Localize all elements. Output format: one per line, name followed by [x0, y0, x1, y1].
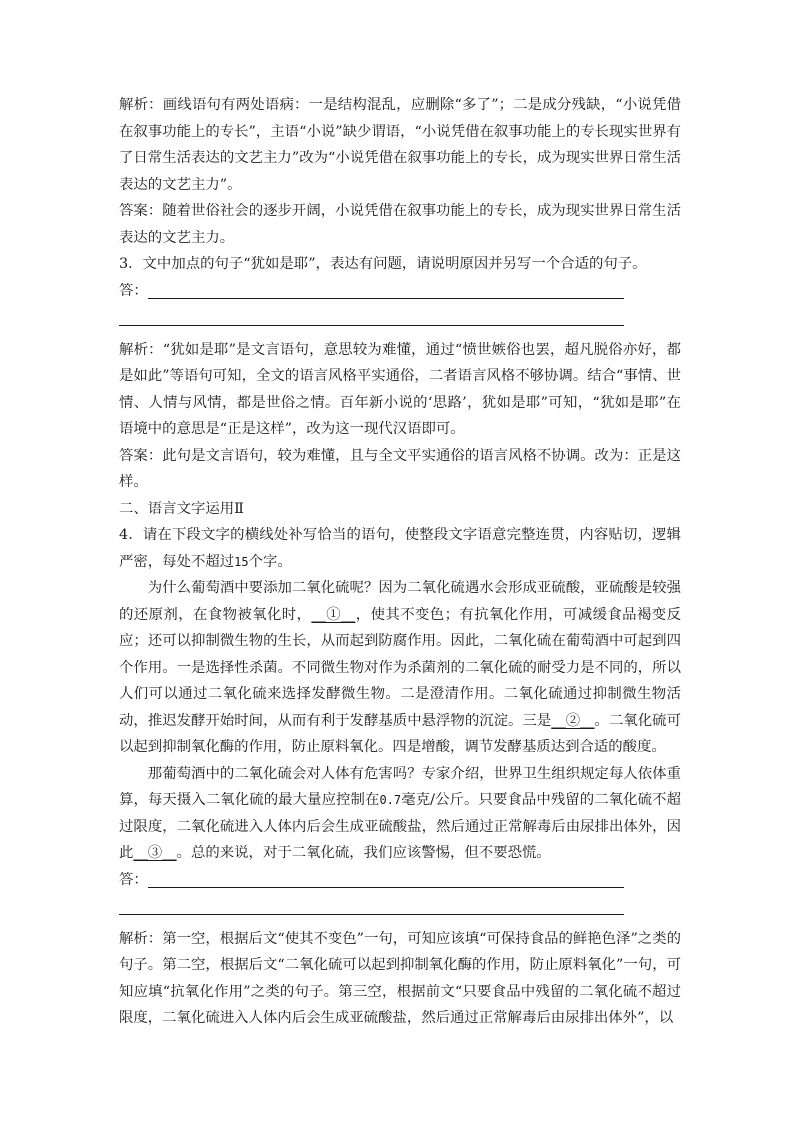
q2-analysis [119, 92, 681, 198]
answer-label: 答案： [119, 203, 163, 219]
document-page [119, 92, 681, 1032]
passage-text: 那葡萄酒中的二氧化硫会对人体有危害吗？专家介绍，世界卫生组织规定每人依体重算，每天摄入二氧化硫的最大量应控制在 [119, 765, 681, 808]
passage-text: 毫克/公斤。只要食品中残留的二氧化硫不超过限度，二氧化硫进入人体内后会生成亚硫酸盐，然后通过正常解毒后由尿排出体外，因此 [119, 792, 681, 861]
passage-text: ，使其不变色；有抗氧化作用，可减缓食品褐变反应；还可以抑制微生物的生长，从而起到防腐作用。因此，二氧化硫在葡萄酒中可起到四个作用。一是选择性杀菌。不同微生物对作为杀菌剂的二氧化硫的耐受力是不同的，所以人们可以通过二氧化硫来选择发酵微生物。二是澄清作用。二氧化硫通过抑制微生物活动，推迟发酵开始时间，从而有利于发酵基质中悬浮物的沉淀。三是 [119, 606, 681, 729]
passage-text: 为什么葡萄酒中要添加二氧化硫呢？因为二氧化硫遇水会形成亚硫酸，亚硫酸是较强的还原剂，在食物被氧化时， [119, 580, 681, 623]
passage-paragraph-1 [119, 575, 681, 761]
blank-3[interactable]: __③__ [133, 845, 177, 861]
answer-underline [119, 914, 624, 915]
blank-2[interactable]: __②__ [551, 712, 595, 729]
section-title: 二、语言文字运用Ⅱ [119, 500, 244, 517]
answer-prompt-label: 答： [119, 871, 148, 888]
analysis-text: “犹如是耶”是文言语句，意思较为难懂，通过“愤世嫉俗也罢，超凡脱俗亦好，都是如此”等语句可知，全文的语言风格平实通俗，二者语言风格不够协调。结合“事情、世情、人情与风情，都是世俗之情。百年新小说的‘思路’，犹如是耶”可知，“犹如是耶”在语境中的意思是“正是这样”，改为这一现代汉语即可。 [119, 341, 681, 437]
answer-underline [148, 298, 624, 299]
answer-text: 此句是文言语句，较为难懂，且与全文平实通俗的语言风格不协调。改为：正是这样。 [119, 447, 681, 490]
question-3: 3．文中加点的句子“犹如是耶”，表达有问题，请说明原因并另写一个合适的句子。 [119, 256, 647, 272]
analysis-label: 解析： [119, 930, 163, 947]
passage-text: 。总的来说，对于二氧化硫，我们应该警惕，但不要恐慌。 [176, 845, 551, 861]
analysis-label: 解析： [119, 341, 163, 358]
blank-1[interactable]: __①__ [311, 606, 356, 623]
question-4-prompt: 4．请在下段文字的横线处补写恰当的语句，使整段文字语意完整连贯，内容贴切，逻辑严密，每处不超过 [119, 527, 681, 570]
analysis-label: 解析： [119, 97, 163, 113]
analysis-text: 画线语句有两处语病：一是结构混乱，应删除“多了”；二是成分残缺，“小说凭借在叙事功能上的专长”，主语“小说”缺少谓语，“小说凭借在叙事功能上的专长现实世界有了日常生活表达的文艺主力”改为“小说凭借在叙事功能上的专长，成为现实世界日常生活表达的文艺主力”。 [119, 97, 681, 193]
q3-answer-line[interactable] [119, 278, 681, 305]
answer-underline [119, 325, 624, 326]
q2-answer [119, 198, 681, 251]
q4-answer-line[interactable] [119, 867, 681, 894]
char-limit: 15 [234, 554, 249, 569]
answer-text: 随着世俗社会的逐步开阔，小说凭借在叙事功能上的专长，成为现实世界日常生活表达的文艺主力。 [119, 203, 681, 246]
q4-analysis [119, 926, 681, 1032]
q4-answer-line-2[interactable] [119, 893, 681, 920]
passage-text: 。二氧化硫可以起到抑制氧化酶的作用，防止原料氧化。四是增酸，调节发酵基质达到合适的酸度。 [119, 712, 681, 755]
passage-paragraph-2 [119, 761, 681, 867]
question-4-prompt-end: 个字。 [248, 553, 292, 570]
answer-label: 答案： [119, 447, 163, 464]
analysis-text: 第一空，根据后文“使其不变色”一句，可知应该填“可保持食品的鲜艳色泽”之类的句子。第二空，根据后文“二氧化硫可以起到抑制氧化酶的作用，防止原料氧化”一句，可知应填“抗氧化作用”之类的句子。第三空，根据前文“只要食品中残留的二氧化硫不超过限度，二氧化硫进入人体内后会生成亚硫酸盐，然后通过正常解毒后由尿排出体外”，以 [119, 930, 681, 1026]
question-4 [119, 522, 681, 575]
q3-answer [119, 443, 681, 496]
answer-underline [148, 887, 624, 888]
answer-prompt-label: 答： [119, 282, 148, 299]
dose-value: 0.7 [379, 793, 402, 807]
q3-answer-line-2[interactable] [119, 304, 681, 331]
q3-analysis [119, 337, 681, 443]
